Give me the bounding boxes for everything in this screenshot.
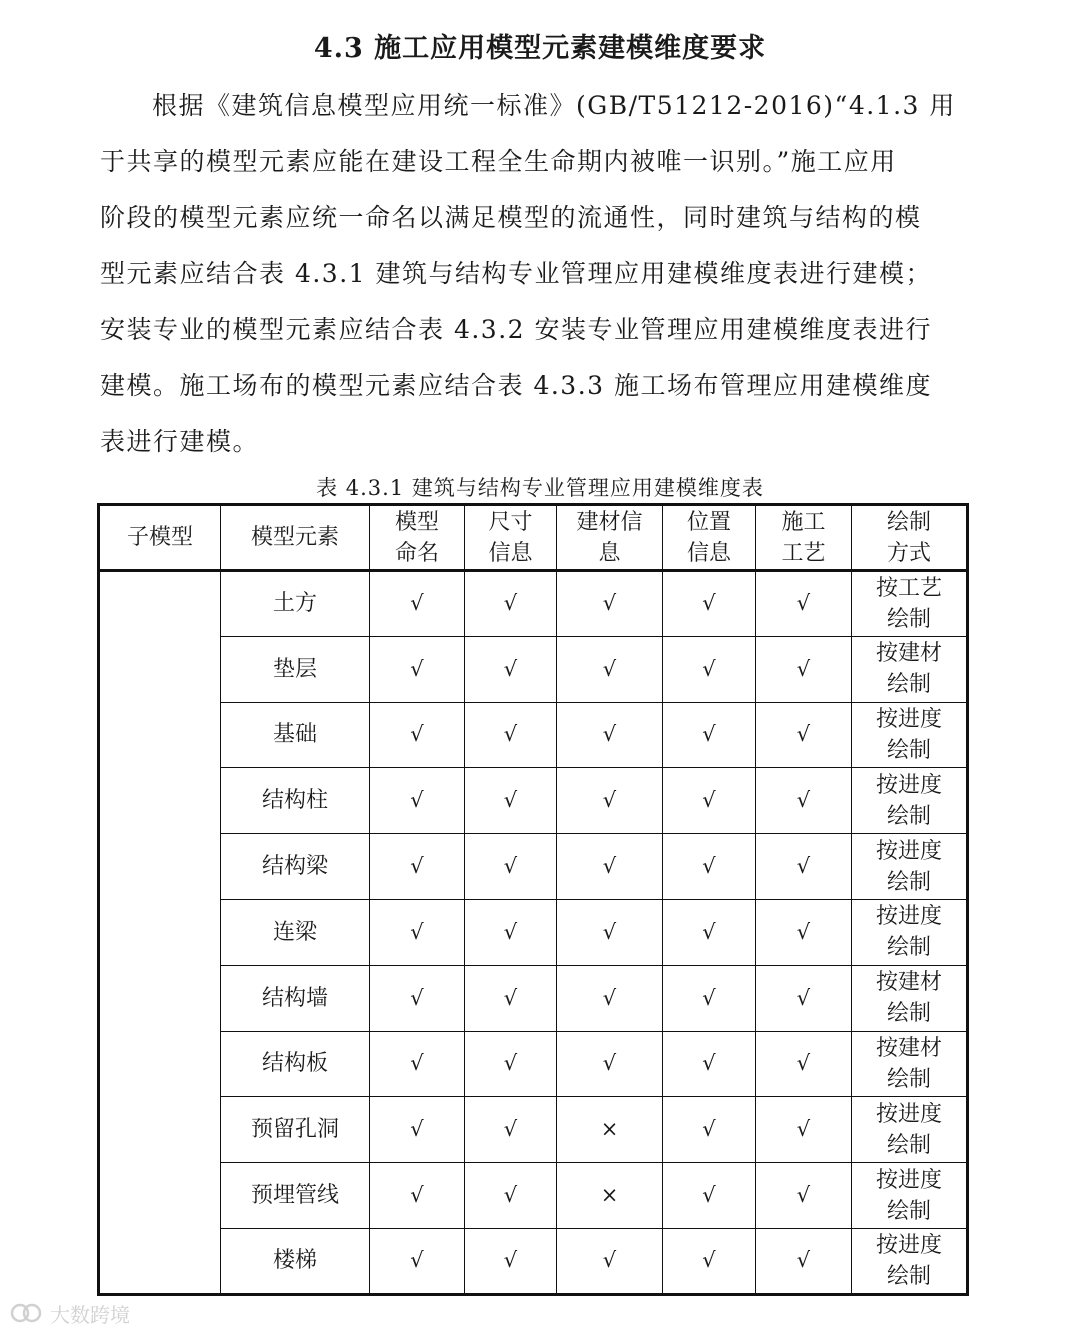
process-cell: √ xyxy=(756,1228,852,1294)
paragraph-line: 阶段的模型元素应统一命名以满足模型的流通性，同时建筑与结构的模 xyxy=(100,203,922,232)
element-cell: 结构板 xyxy=(221,1031,370,1097)
material-cell: √ xyxy=(557,965,663,1031)
paragraph-line: 安装专业的模型元素应结合表 4.3.2 安装专业管理应用建模维度表进行 xyxy=(100,315,933,344)
element-cell: 连梁 xyxy=(221,899,370,965)
size-cell: √ xyxy=(465,899,557,965)
size-cell: √ xyxy=(465,768,557,834)
drawing-cell: 按建材 绘制 xyxy=(852,965,968,1031)
process-cell: √ xyxy=(756,768,852,834)
element-cell: 楼梯 xyxy=(221,1228,370,1294)
header-element: 模型元素 xyxy=(221,505,370,571)
position-cell: √ xyxy=(663,1228,756,1294)
header-material: 建材信 息 xyxy=(557,505,663,571)
naming-cell: √ xyxy=(370,1097,465,1163)
naming-cell: √ xyxy=(370,899,465,965)
process-cell: √ xyxy=(756,899,852,965)
header-submodel: 子模型 xyxy=(99,505,221,571)
process-cell: √ xyxy=(756,1163,852,1229)
drawing-cell: 按工艺 绘制 xyxy=(852,571,968,637)
drawing-cell: 按进度 绘制 xyxy=(852,768,968,834)
position-cell: √ xyxy=(663,834,756,900)
paragraph-line: 型元素应结合表 4.3.1 建筑与结构专业管理应用建模维度表进行建模； xyxy=(100,259,933,288)
process-cell: √ xyxy=(756,702,852,768)
process-cell: √ xyxy=(756,571,852,637)
material-cell: √ xyxy=(557,636,663,702)
element-cell: 预留孔洞 xyxy=(221,1097,370,1163)
naming-cell: √ xyxy=(370,702,465,768)
header-drawing: 绘制 方式 xyxy=(852,505,968,571)
paragraph-line: 于共享的模型元素应能在建设工程全生命期内被唯一识别。”施工应用 xyxy=(100,147,897,176)
paragraph-line: 建模。施工场布的模型元素应结合表 4.3.3 施工场布管理应用建模维度 xyxy=(100,371,933,400)
element-cell: 基础 xyxy=(221,702,370,768)
material-cell: √ xyxy=(557,1228,663,1294)
drawing-cell: 按进度 绘制 xyxy=(852,1097,968,1163)
position-cell: √ xyxy=(663,1031,756,1097)
header-process: 施工 工艺 xyxy=(756,505,852,571)
header-naming: 模型 命名 xyxy=(370,505,465,571)
position-cell: √ xyxy=(663,1097,756,1163)
element-cell: 预埋管线 xyxy=(221,1163,370,1229)
group-cell xyxy=(99,571,221,1295)
position-cell: √ xyxy=(663,965,756,1031)
process-cell: √ xyxy=(756,636,852,702)
drawing-cell: 按进度 绘制 xyxy=(852,1163,968,1229)
table-row xyxy=(99,768,968,834)
naming-cell: √ xyxy=(370,1163,465,1229)
material-cell: × xyxy=(557,1163,663,1229)
table-row xyxy=(99,702,968,768)
size-cell: √ xyxy=(465,1031,557,1097)
table-header-row xyxy=(99,505,968,571)
table-row xyxy=(99,834,968,900)
element-cell: 结构梁 xyxy=(221,834,370,900)
material-cell: √ xyxy=(557,571,663,637)
drawing-cell: 按建材 绘制 xyxy=(852,636,968,702)
table-row xyxy=(99,965,968,1031)
element-cell: 土方 xyxy=(221,571,370,637)
drawing-cell: 按进度 绘制 xyxy=(852,834,968,900)
naming-cell: √ xyxy=(370,571,465,637)
paragraph-line: 根据《建筑信息模型应用统一标准》(GB/T51212-2016)“4.1.3 用 xyxy=(152,91,956,120)
position-cell: √ xyxy=(663,702,756,768)
material-cell: × xyxy=(557,1097,663,1163)
material-cell: √ xyxy=(557,768,663,834)
table-row xyxy=(99,1031,968,1097)
naming-cell: √ xyxy=(370,834,465,900)
size-cell: √ xyxy=(465,1228,557,1294)
watermark-text: 大数跨境 xyxy=(50,1302,130,1327)
drawing-cell: 按进度 绘制 xyxy=(852,702,968,768)
material-cell: √ xyxy=(557,834,663,900)
position-cell: √ xyxy=(663,571,756,637)
naming-cell: √ xyxy=(370,768,465,834)
header-position: 位置 信息 xyxy=(663,505,756,571)
modeling-dimension-table xyxy=(97,503,969,1296)
naming-cell: √ xyxy=(370,1031,465,1097)
paragraph-line: 表进行建模。 xyxy=(100,427,260,456)
naming-cell: √ xyxy=(370,636,465,702)
size-cell: √ xyxy=(465,702,557,768)
size-cell: √ xyxy=(465,1097,557,1163)
element-cell: 垫层 xyxy=(221,636,370,702)
body-paragraph xyxy=(100,78,985,470)
section-heading: 4.3 施工应用模型元素建模维度要求 xyxy=(313,33,767,64)
size-cell: √ xyxy=(465,571,557,637)
table-caption: 表 4.3.1 建筑与结构专业管理应用建模维度表 xyxy=(316,476,764,500)
position-cell: √ xyxy=(663,768,756,834)
process-cell: √ xyxy=(756,834,852,900)
size-cell: √ xyxy=(465,1163,557,1229)
position-cell: √ xyxy=(663,1163,756,1229)
drawing-cell: 按进度 绘制 xyxy=(852,1228,968,1294)
material-cell: √ xyxy=(557,899,663,965)
naming-cell: √ xyxy=(370,965,465,1031)
element-cell: 结构墙 xyxy=(221,965,370,1031)
position-cell: √ xyxy=(663,636,756,702)
size-cell: √ xyxy=(465,636,557,702)
material-cell: √ xyxy=(557,1031,663,1097)
table-row xyxy=(99,1097,968,1163)
element-cell: 结构柱 xyxy=(221,768,370,834)
size-cell: √ xyxy=(465,965,557,1031)
header-size: 尺寸 信息 xyxy=(465,505,557,571)
watermark xyxy=(10,1298,130,1328)
table-row xyxy=(99,636,968,702)
size-cell: √ xyxy=(465,834,557,900)
naming-cell: √ xyxy=(370,1228,465,1294)
table-row xyxy=(99,1228,968,1294)
table-row xyxy=(99,899,968,965)
process-cell: √ xyxy=(756,1031,852,1097)
logo-icon xyxy=(10,1302,44,1324)
table-row xyxy=(99,1163,968,1229)
process-cell: √ xyxy=(756,1097,852,1163)
table-row xyxy=(99,571,968,637)
position-cell: √ xyxy=(663,899,756,965)
process-cell: √ xyxy=(756,965,852,1031)
drawing-cell: 按进度 绘制 xyxy=(852,899,968,965)
drawing-cell: 按建材 绘制 xyxy=(852,1031,968,1097)
material-cell: √ xyxy=(557,702,663,768)
